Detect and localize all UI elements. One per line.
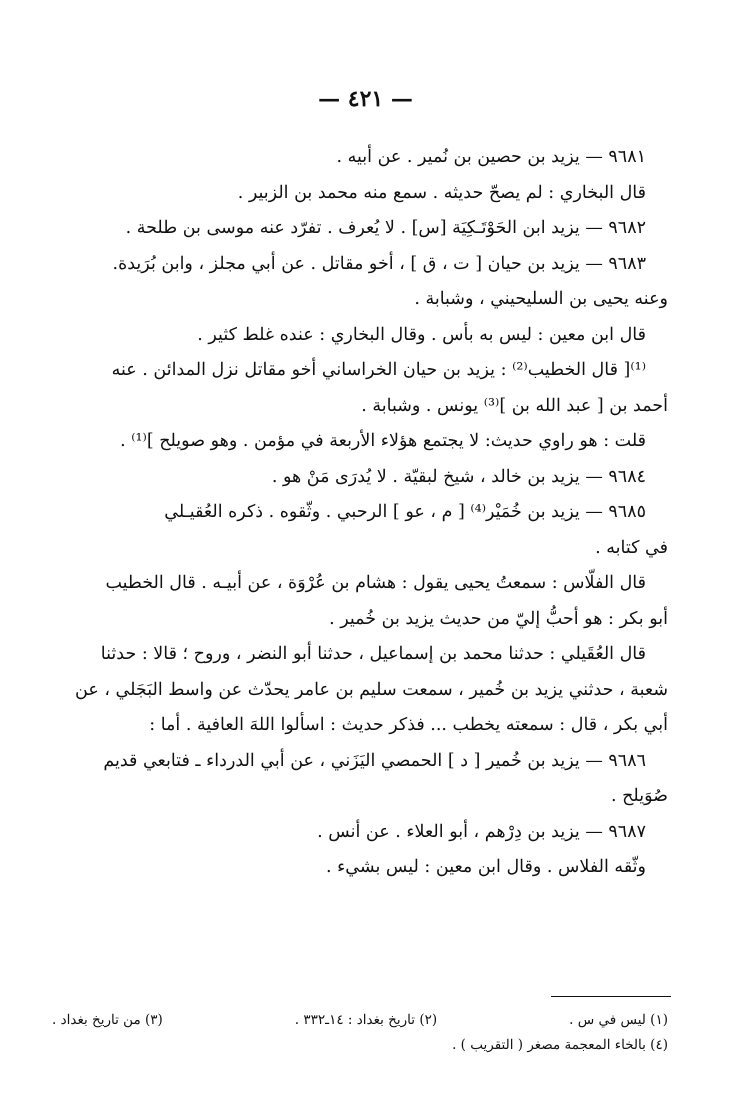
footnote-row (52, 1008, 668, 1033)
footnote-3: (٣) من تاريخ بغداد . (52, 1012, 163, 1028)
text-line: قلت : هو راوي حديث: لا يجتمع هؤلاء الأربعة في مؤمن . وهو صويلح ]⁽¹⁾ . (120, 431, 646, 451)
text-line: قال ابن معين : ليس به بأس . وقال البخاري : عنده غلط كثير . (197, 324, 646, 345)
text-line: صُوَيلح . (611, 786, 668, 806)
text-line: قال العُقَيلي : حدثنا محمد بن إسماعيل ، حدثنا أبو النضر ، وروح ؛ قالا : حدثنا (100, 644, 646, 664)
entry-9684: ٩٦٨٤ — يزيد بن خالد ، شيخ لبقيّة . لا يُدرَى مَنْ هو . (271, 466, 646, 487)
entry-9685: ٩٦٨٥ — يزيد بن خُمَيْر⁽⁴⁾ [ م ، عو ] الرحبي . وثّقوه . ذكره العُقيـلي (164, 502, 646, 522)
text-line: في كتابه . (595, 537, 668, 558)
footnotes (52, 1008, 668, 1058)
page-number: — ٤٢١ — (318, 86, 413, 112)
entry-9686: ٩٦٨٦ — يزيد بن خُمير [ د ] الحمصي اليَزَني ، عن أبي الدرداء ـ فتابعي قديم (103, 750, 646, 771)
entry-9687: ٩٦٨٧ — يزيد بن دِرْهم ، أبو العلاء . عن أنس . (317, 821, 646, 842)
text-line: قال الفلّاس : سمعتُ يحيى يقول : هشام بن عُرْوَة ، عن أبيـه . قال الخطيب (105, 573, 646, 593)
footnote-4: (٤) بالخاء المعجمة مصغر ( التقريب ) . (452, 1037, 668, 1053)
text-line: شعبة ، حدثني يزيد بن خُمير ، سمعت سليم بن عامر يحدّث عن واسط البَجَلي ، عن (75, 679, 668, 700)
footnote-divider (551, 996, 671, 997)
text-line: ⁽¹⁾[ قال الخطيب⁽²⁾ : يزيد بن حيان الخراساني أخو مقاتل نزل المدائن . عنه (111, 360, 646, 380)
entry-9683: ٩٦٨٣ — يزيد بن حيان [ ت ، ق ] ، أخو مقاتل . عن أبي مجلز ، وابن بُرَيدة. (112, 253, 646, 274)
text-line: وثّقه الفلاس . وقال ابن معين : ليس بشيء . (325, 857, 646, 877)
text-line: أحمد بن [ عبد الله بن ]⁽³⁾ يونس . وشبابة . (361, 395, 668, 416)
main-text (52, 140, 668, 886)
entry-9682: ٩٦٨٢ — يزيد ابن الحَوْتَـكِيَة [س] . لا يُعرف . تفرّد عنه موسى بن طلحة . (125, 218, 646, 238)
footnote-1: (١) ليس في س . (569, 1012, 668, 1028)
text-line: قال البخاري : لم يصحّ حديثه . سمع منه محمد بن الزبير . (237, 182, 646, 203)
text-line: وعنه يحيى بن السليحيني ، وشبابة . (414, 289, 668, 309)
entry-9681: ٩٦٨١ — يزيد بن حصين بن نُمير . عن أبيه . (336, 147, 646, 167)
text-line: أبو بكر : هو أحبُّ إليّ من حديث يزيد بن خُمير . (329, 608, 668, 629)
text-line: أبي بكر ، قال : سمعته يخطب ... فذكر حديث : اسألوا اللهَ العافية . أما : (149, 715, 668, 735)
footnote-2: (٢) تاريخ بغداد : ١٤ـ٣٣٢ . (294, 1012, 438, 1028)
